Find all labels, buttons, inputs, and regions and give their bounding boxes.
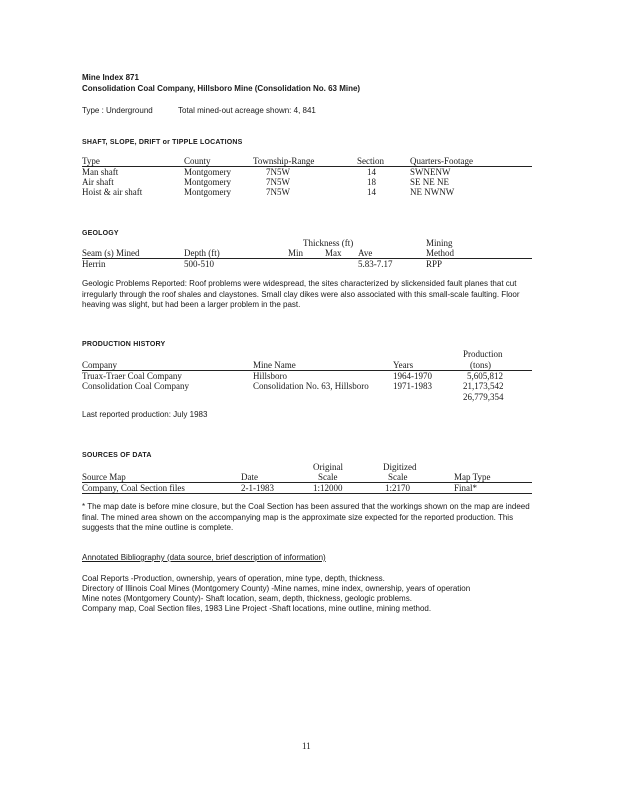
sources-row-map: Company, Coal Section files	[82, 483, 185, 493]
shaft-row-township: 7N5W	[266, 187, 290, 197]
shaft-header-rule	[82, 166, 532, 167]
mine-index: Mine Index 871	[82, 73, 139, 82]
production-row-tons: 5,605,812	[467, 371, 503, 381]
production-section-title: PRODUCTION HISTORY	[82, 341, 166, 348]
sources-row-digitized-scale: 1:2170	[385, 483, 411, 493]
production-row-company: Consolidation Coal Company	[82, 381, 189, 391]
shaft-col-quarters: Quarters-Footage	[410, 156, 473, 166]
sources-row-original-scale: 1:12000	[313, 483, 343, 493]
geology-row-depth: 500-510	[184, 259, 214, 269]
sources-col-digitized-scale: Scale	[388, 472, 408, 482]
bibliography-title: Annotated Bibliography (data source, brief description of information)	[82, 553, 326, 562]
geology-col-seam: Seam (s) Mined	[82, 248, 140, 258]
sources-col-date: Date	[241, 472, 258, 482]
geology-col-depth: Depth (ft)	[184, 248, 220, 258]
sources-row-rule	[82, 493, 532, 494]
mined-acreage: Total mined-out acreage shown: 4, 841	[178, 106, 316, 115]
shaft-row-quarters: SE NE NE	[410, 177, 449, 187]
production-row-mine: Consolidation No. 63, Hillsboro	[253, 381, 369, 391]
thickness-header: Thickness (ft)	[303, 238, 354, 248]
shaft-row-county: Montgomery	[184, 167, 231, 177]
production-col-mine: Mine Name	[253, 360, 296, 370]
geology-col-method: Method	[426, 248, 454, 258]
shaft-row-type: Man shaft	[82, 167, 119, 177]
production-row-company: Truax-Traer Coal Company	[82, 371, 182, 381]
geology-row-ave: 5.83-7.17	[358, 259, 393, 269]
shaft-row-township: 7N5W	[266, 177, 290, 187]
geology-col-min: Min	[288, 248, 304, 258]
production-total: 26,779,354	[463, 392, 504, 402]
production-row-years: 1964-1970	[393, 371, 432, 381]
shaft-row-quarters: SWNENW	[410, 167, 451, 177]
geology-header-rule	[82, 258, 532, 259]
shaft-col-section: Section	[357, 156, 384, 166]
shaft-row-county: Montgomery	[184, 177, 231, 187]
sources-col-original-scale: Scale	[318, 472, 338, 482]
shaft-row-quarters: NE NWNW	[410, 187, 455, 197]
shaft-row-section: 18	[367, 177, 376, 187]
shaft-row-section: 14	[367, 167, 376, 177]
production-row-tons: 21,173,542	[463, 381, 504, 391]
mine-type: Type : Underground	[82, 106, 153, 115]
sources-section-title: SOURCES OF DATA	[82, 452, 152, 459]
bibliography-line: Company map, Coal Section files, 1983 Line Project -Shaft locations, mine outline, mining method.	[82, 604, 432, 613]
shaft-row-township: 7N5W	[266, 167, 290, 177]
shaft-row-type: Air shaft	[82, 177, 114, 187]
sources-col-original: Original	[313, 462, 343, 472]
sources-row-maptype: Final*	[454, 483, 478, 493]
production-header: Production	[463, 349, 503, 359]
geology-section-title: GEOLOGY	[82, 230, 119, 237]
shaft-col-township: Township-Range	[253, 156, 315, 166]
page-number: 11	[302, 741, 311, 751]
sources-col-digitized: Digitized	[383, 462, 417, 472]
geology-col-ave: Ave	[358, 248, 373, 258]
mine-name: Consolidation Coal Company, Hillsboro Mine (Consolidation No. 63 Mine)	[82, 84, 361, 93]
sources-col-maptype: Map Type	[454, 472, 491, 482]
geology-row-method: RPP	[426, 259, 443, 269]
shaft-row-section: 14	[367, 187, 376, 197]
production-row-years: 1971-1983	[393, 381, 432, 391]
geology-row-seam: Herrin	[82, 259, 106, 269]
shaft-col-county: County	[184, 156, 211, 166]
last-reported-production: Last reported production: July 1983	[82, 410, 208, 419]
mining-header: Mining	[426, 238, 453, 248]
shaft-section-title: SHAFT, SLOPE, DRIFT or TIPPLE LOCATIONS	[82, 139, 243, 146]
bibliography-line: Directory of Illinois Coal Mines (Montgomery County) -Mine names, mine index, ownership, years of operation	[82, 584, 471, 593]
production-col-tons: (tons)	[470, 360, 491, 370]
sources-row-date: 2-1-1983	[241, 483, 274, 493]
bibliography-line: Coal Reports -Production, ownership, years of operation, mine type, depth, thickness.	[82, 574, 385, 583]
sources-col-map: Source Map	[82, 472, 126, 482]
production-row-mine: Hillsboro	[253, 371, 288, 381]
shaft-row-type: Hoist & air shaft	[82, 187, 143, 197]
shaft-row-county: Montgomery	[184, 187, 231, 197]
bibliography-line: Mine notes (Montgomery County)- Shaft location, seam, depth, thickness, geologic problems.	[82, 594, 412, 603]
production-col-years: Years	[393, 360, 414, 370]
geologic-problems: Geologic Problems Reported: Roof problems were widespread, the sites characterized by slickensided fault planes that cut irregularly through the roof shales and claystones. Small clay dikes were also associated with this small-scale faulting. Floor heaving was slight, but had been a larger problem in the past.	[82, 279, 520, 309]
shaft-col-type: Type	[82, 156, 100, 166]
production-col-company: Company	[82, 360, 117, 370]
geology-col-max: Max	[325, 248, 342, 258]
sources-note: * The map date is before mine closure, but the Coal Section has been assured that the workings shown on the map are indeed final. The mined area shown on the accompanying map is the approximate size expected for the reported production. This suggests that the mine outline is complete.	[82, 502, 530, 532]
